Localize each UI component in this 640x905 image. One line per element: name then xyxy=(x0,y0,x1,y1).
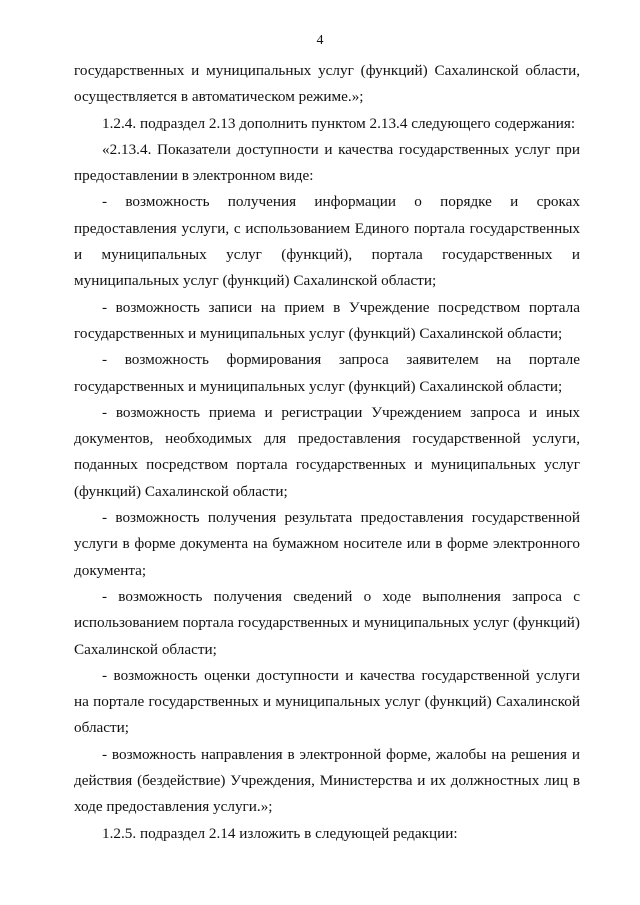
document-body xyxy=(74,58,580,847)
paragraph-continuation: государственных и муниципальных услуг (функций) Сахалинской области, осуществляется в автоматическом режиме.»; xyxy=(74,62,580,106)
list-item-appointment: - возможность записи на прием в Учреждение посредством портала государственных и муниципальных услуг (функций) Сахалинской области; xyxy=(74,298,580,342)
list-item-request-forming: - возможность формирования запроса заявителем на портале государственных и муниципальных услуг (функций) Сахалинской области; xyxy=(74,351,580,395)
list-item-info-access: - возможность получения информации о порядке и сроках предоставления услуги, с использованием Единого портала государственных и муниципальных услуг (функций), портала государственных и муниципальных услуг (функций) Сахалинской области; xyxy=(74,193,580,290)
list-item-request-registration: - возможность приема и регистрации Учреждением запроса и иных документов, необходимых для предоставления государственной услуги, поданных посредством портала государственных и муниципальных услуг (функций) Сахалинской области; xyxy=(74,403,580,500)
paragraph-1-2-5: 1.2.5. подраздел 2.14 изложить в следующей редакции: xyxy=(102,824,458,842)
list-item-quality-evaluation: - возможность оценки доступности и качества государственной услуги на портале государственных и муниципальных услуг (функций) Сахалинской области; xyxy=(74,666,580,737)
page-number: 4 xyxy=(316,33,324,48)
list-item-status-tracking: - возможность получения сведений о ходе выполнения запроса с использованием портала государственных и муниципальных услуг (функций) Сахалинской области; xyxy=(74,587,580,658)
list-item-complaint: - возможность направления в электронной форме, жалобы на решения и действия (бездействие) Учреждения, Министерства и их должностных лиц в ходе предоставления услуги.»; xyxy=(74,745,580,816)
paragraph-1-2-4: 1.2.4. подраздел 2.13 дополнить пунктом 2.13.4 следующего содержания: xyxy=(102,114,576,132)
paragraph-2-13-4-heading: «2.13.4. Показатели доступности и качества государственных услуг при предоставлении в электронном виде: xyxy=(74,140,580,185)
list-item-result-receiving: - возможность получения результата предоставления государственной услуги в форме документа на бумажном носителе или в форме электронного документа; xyxy=(74,509,580,579)
